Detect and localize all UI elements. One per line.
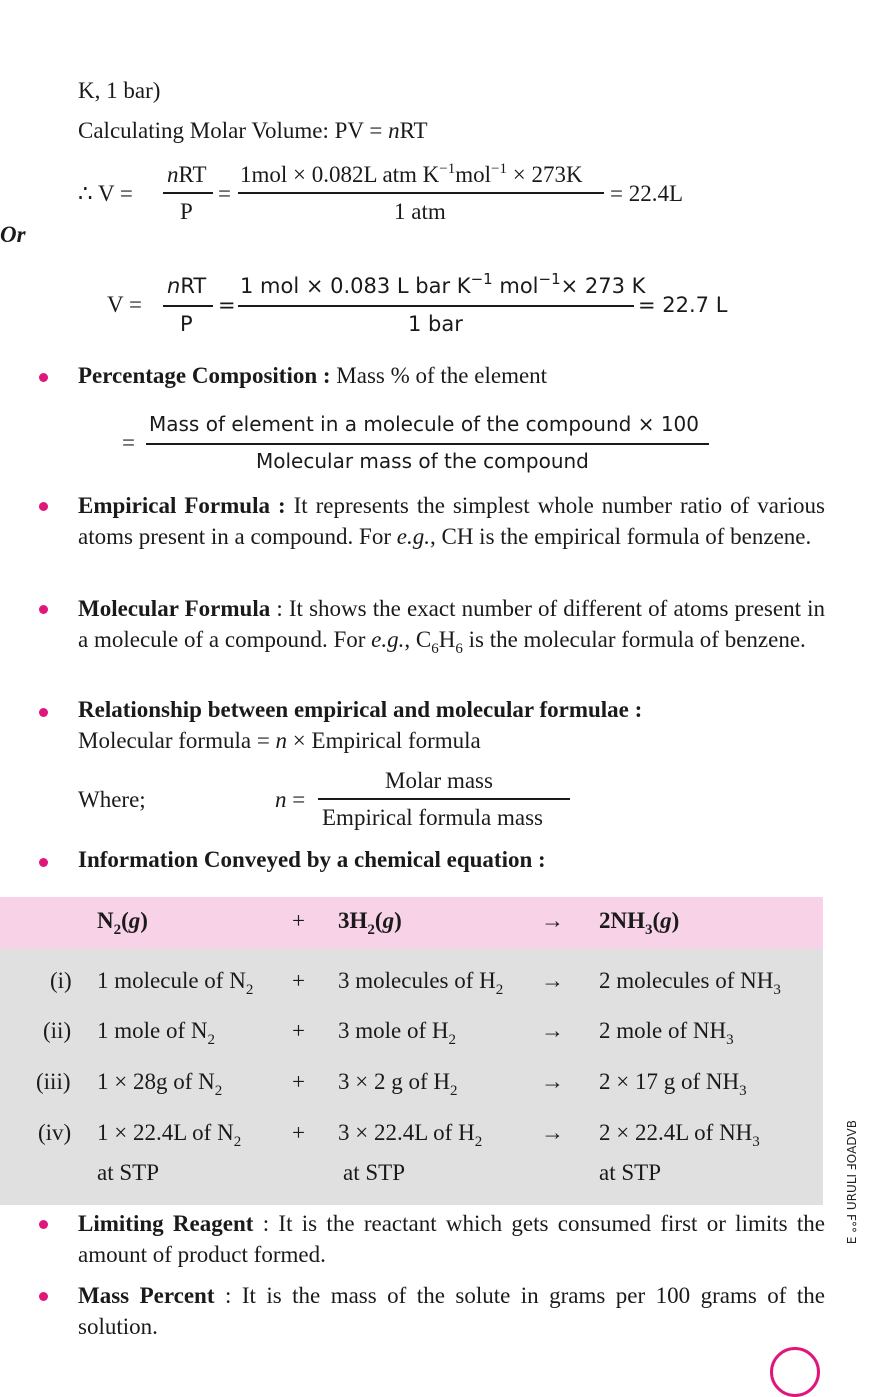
eq2-num: nRT — [167, 274, 207, 298]
eq2-result: = 22.7 L — [638, 293, 728, 317]
bullet — [39, 1220, 48, 1229]
row-arrow: → — [541, 968, 564, 993]
bullet — [39, 373, 48, 382]
n-fraction-bar — [318, 798, 570, 800]
row-col-b: 3 mole of $H_2$ — [338, 1018, 457, 1048]
calc-rt: RT — [399, 118, 428, 143]
eq1-den: P — [180, 199, 193, 224]
stp-b: at STP — [343, 1160, 405, 1185]
row-number: (ii) — [43, 1018, 72, 1043]
eq2-den2: 1 bar — [408, 312, 463, 336]
pc-fraction-bar — [146, 443, 709, 445]
calc-molar-volume — [78, 118, 428, 144]
eq1-result: = 22.4L — [610, 181, 684, 206]
row-col-a: 1 × 28g of $N_2$ — [97, 1069, 223, 1099]
eq2-den: P — [180, 312, 193, 336]
eq1-lhs: ∴ V = — [78, 181, 133, 206]
header-h2: $3H_2(g)$ — [338, 908, 402, 938]
row-col-a: 1 molecule of $N_2$ — [97, 968, 254, 998]
eq2-fraction-bar — [163, 305, 213, 307]
eq1-eq: = — [218, 181, 231, 206]
eq1-den2: 1 atm — [394, 199, 446, 224]
stp-c: at STP — [599, 1160, 661, 1185]
eq1-fraction-bar-2 — [238, 192, 604, 194]
or-label: Or — [0, 222, 26, 247]
bullet — [39, 858, 48, 867]
row-col-c: 2 molecules of $NH_3$ — [599, 968, 781, 998]
row-arrow: → — [541, 1018, 564, 1043]
eq2-num2: 1 mol × 0.083 L bar $K^{-1}$ mol$^{-1}$× 273 K — [240, 270, 646, 298]
row-plus: + — [292, 1018, 305, 1043]
bullet — [39, 605, 48, 614]
n-num: Molar mass — [385, 768, 493, 793]
header-n2: $N_2(g)$ — [97, 908, 148, 938]
stp-a: at STP — [97, 1160, 159, 1185]
row-plus: + — [292, 1120, 305, 1145]
percentage-composition: Percentage Composition : Mass % of the element — [78, 363, 548, 388]
row-arrow: → — [541, 1069, 564, 1094]
prev-line: K, 1 bar) — [78, 78, 161, 103]
row-arrow: → — [541, 1120, 564, 1145]
header-arrow: → — [541, 908, 564, 933]
side-vertical-text: ꓭꓥꓷꓯꓳꓝ ꓲꓶꓵꓤꓵ ꓝ°° ꓱ — [844, 1120, 858, 1245]
row-plus: + — [292, 1069, 305, 1094]
relationship-title: Relationship between empirical and molecular formulae : — [78, 697, 643, 722]
row-col-c: 2 × 17 g of $NH_3$ — [599, 1069, 747, 1099]
bullet — [39, 502, 48, 511]
row-col-c: 2 × 22.4L of $NH_3$ — [599, 1120, 760, 1150]
row-col-b: 3 × 22.4L of $H_2$ — [338, 1120, 483, 1150]
row-number: (iii) — [36, 1069, 71, 1094]
eq2-eq: = — [218, 293, 236, 317]
empirical-formula: Empirical Formula : It represents the simplest whole number ratio of various atoms present in a compound. For e.g., CH is the empirical formula of benzene. — [78, 493, 825, 549]
pc-eq: = — [122, 430, 135, 455]
pc-num: Mass of element in a molecule of the compound × 100 — [149, 412, 699, 436]
header-nh3: $2NH_3(g)$ — [599, 908, 680, 938]
eq2-fraction-bar-2 — [238, 305, 634, 307]
row-plus: + — [292, 968, 305, 993]
pc-den: Molecular mass of the compound — [256, 449, 589, 473]
n-equals: n = — [275, 787, 306, 812]
row-number: (iv) — [38, 1120, 72, 1145]
row-col-a: 1 mole of $N_2$ — [97, 1018, 216, 1048]
eq1-num2: 1mol × 0.082L atm $K^{-1}mol^{-1} \times 273K$ — [240, 161, 583, 187]
row-col-b: 3 molecules of $H_2$ — [338, 968, 504, 998]
bullet — [39, 1292, 48, 1301]
calc-n: n — [388, 118, 400, 143]
row-col-a: 1 × 22.4L of $N_2$ — [97, 1120, 242, 1150]
molecular-formula: Molecular Formula : It shows the exact number of different of atoms present in a molecule of a compound. For e.g., $C_6H_6$ is the molecular formula of benzene. — [78, 596, 825, 657]
header-plus: + — [292, 908, 305, 933]
eq1-fraction-bar — [163, 192, 213, 194]
bullet — [39, 708, 48, 717]
calc-label: Calculating Molar Volume: PV = — [78, 118, 389, 143]
row-number: (i) — [50, 968, 72, 993]
limiting-reagent: Limiting Reagent : It is the reactant which gets consumed first or limits the amount of product formed. — [78, 1211, 825, 1267]
eq2-lhs: V = — [107, 292, 142, 317]
information-title: Information Conveyed by a chemical equation : — [78, 847, 546, 872]
row-col-c: 2 mole of $NH_3$ — [599, 1018, 734, 1048]
relationship-line: Molecular formula = n × Empirical formula — [78, 728, 481, 753]
n-den: Empirical formula mass — [322, 805, 543, 830]
mass-percent: Mass Percent : It is the mass of the solute in grams per 100 grams of the solution. — [78, 1283, 825, 1339]
row-col-b: 3 × 2 g of $H_2$ — [338, 1069, 458, 1099]
eq1-num: nRT — [167, 162, 207, 187]
where-label: Where; — [78, 787, 146, 812]
